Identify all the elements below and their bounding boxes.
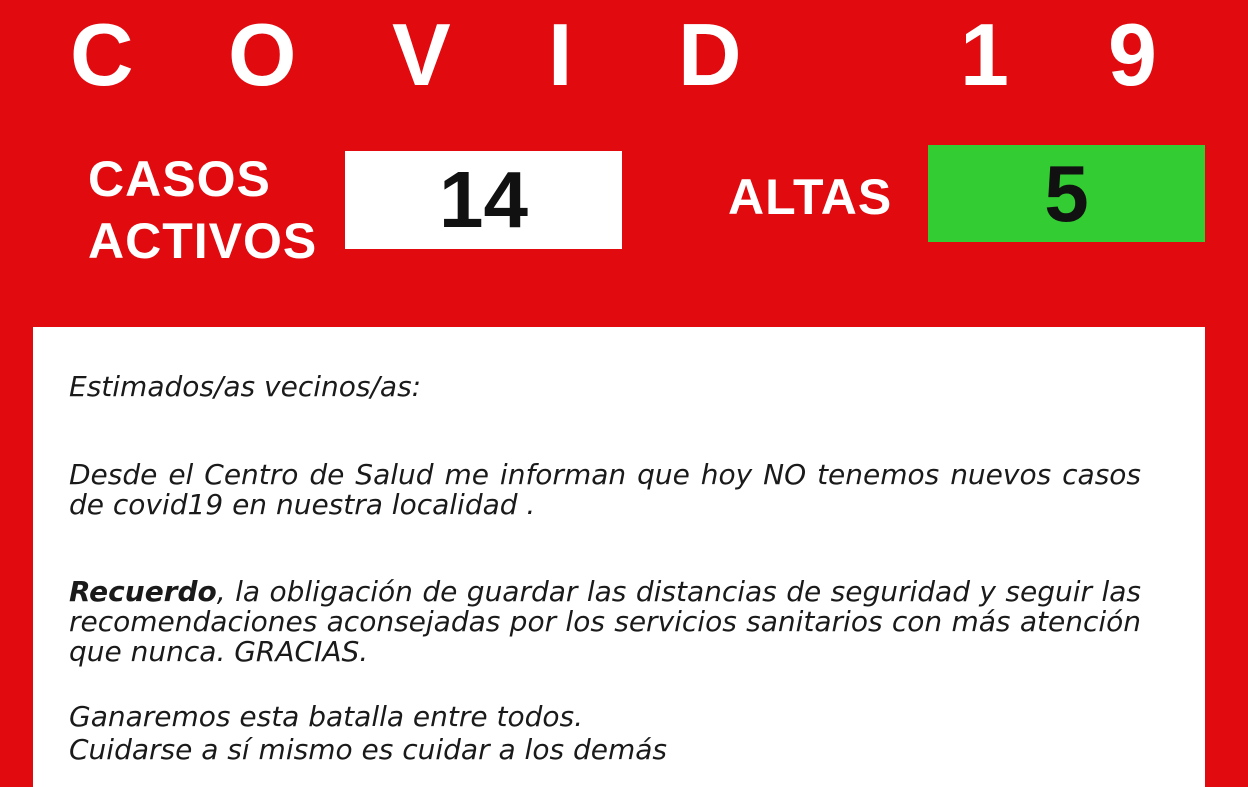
- reminder-bold-word: Recuerdo: [69, 575, 217, 608]
- title-letter-o: O: [228, 5, 297, 104]
- covid-19-title: [0, 5, 1248, 104]
- title-letter-v: V: [392, 5, 451, 104]
- title-digit-9: 9: [1108, 5, 1157, 104]
- active-cases-value: 14: [439, 155, 528, 244]
- active-cases-label-line2: ACTIVOS: [88, 213, 318, 269]
- message-panel: [33, 327, 1205, 787]
- closing-line-2: Cuidarse a sí mismo es cuidar a los demás: [69, 733, 667, 766]
- closing-line-1: Ganaremos esta batalla entre todos.: [69, 700, 584, 733]
- title-letter-c: C: [70, 5, 134, 104]
- title-digit-1: 1: [960, 5, 1009, 104]
- altas-value-box: [928, 145, 1205, 242]
- no-new-cases-paragraph: Desde el Centro de Salud me informan que hoy NO tenemos nuevos casos de covid19 en nuestra localidad .: [69, 458, 1141, 521]
- reminder-paragraph: [69, 577, 1141, 667]
- title-letter-i: I: [548, 5, 573, 104]
- active-cases-value-box: [345, 151, 622, 249]
- altas-value: 5: [1044, 148, 1089, 238]
- greeting-text: Estimados/as vecinos/as:: [69, 370, 422, 403]
- reminder-text: , la obligación de guardar las distancias de seguridad y seguir las recomendaciones aconsejadas por los servicios sanitarios con más atención que nunca. GRACIAS.: [69, 575, 1141, 668]
- altas-label: ALTAS: [728, 169, 893, 225]
- title-letter-d: D: [678, 5, 742, 104]
- active-cases-label-line1: CASOS: [88, 151, 271, 207]
